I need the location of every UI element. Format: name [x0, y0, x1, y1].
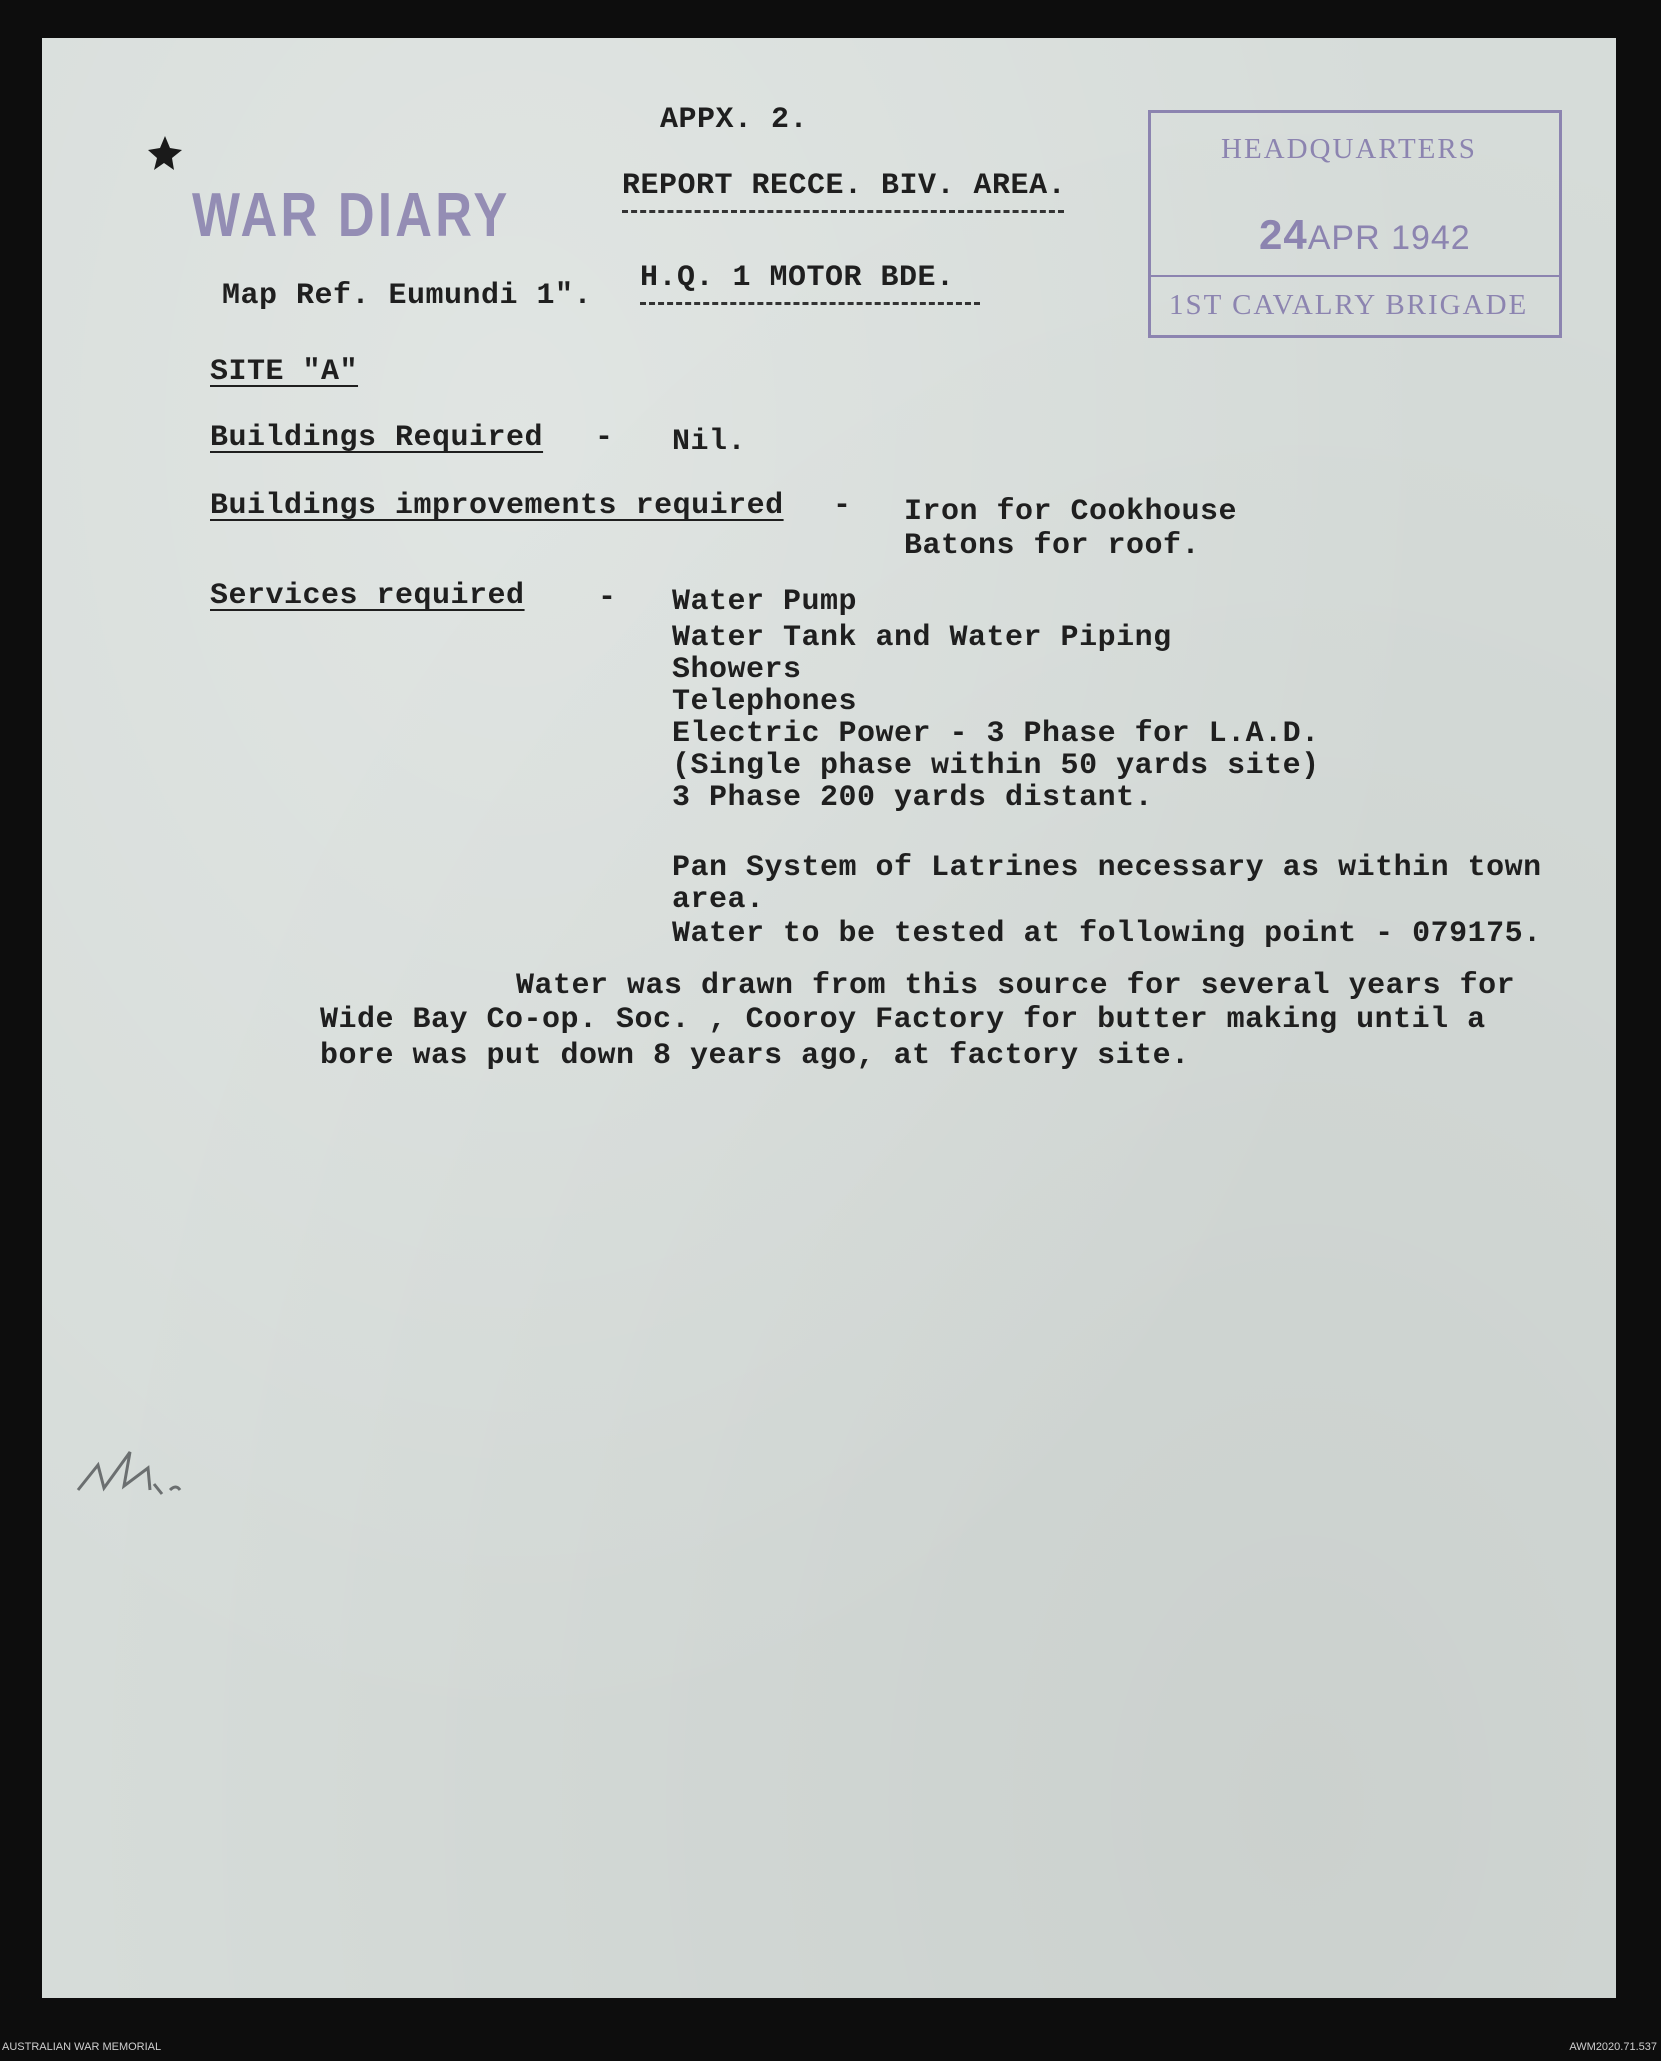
site-heading: SITE "A": [210, 355, 359, 389]
services-label: Services required: [210, 579, 525, 613]
stamp-date: [1259, 211, 1471, 259]
stamp-divider: [1151, 275, 1559, 277]
handwritten-initials-signature: [70, 1440, 210, 1510]
service-item: (Single phase within 50 yards site): [672, 749, 1320, 783]
note-line: Pan System of Latrines necessary as within town: [672, 851, 1542, 885]
improvement-item: Iron for Cookhouse: [904, 495, 1238, 529]
stamp-brigade: 1ST CAVALRY BRIGADE: [1169, 289, 1529, 321]
stamp-day: 24: [1259, 211, 1308, 258]
buildings-required-value: Nil.: [672, 425, 747, 459]
paragraph-line: Water was drawn from this source for several years for: [516, 969, 1516, 1003]
report-title: REPORT RECCE. BIV. AREA.: [622, 169, 1067, 203]
service-item: 3 Phase 200 yards distant.: [672, 781, 1154, 815]
dash: -: [595, 421, 614, 455]
paragraph-line: Wide Bay Co-op. Soc. , Cooroy Factory for butter making until a: [320, 1003, 1486, 1037]
paragraph-line: bore was put down 8 years ago, at factory site.: [320, 1039, 1190, 1073]
ink-blot-mark: [140, 128, 190, 178]
improvement-item: Batons for roof.: [904, 529, 1201, 563]
note-line: Water to be tested at following point - 079175.: [672, 917, 1542, 951]
service-item: Telephones: [672, 685, 858, 719]
improvements-label: Buildings improvements required: [210, 489, 784, 523]
unit-name-rule: [640, 302, 980, 305]
map-reference: Map Ref. Eumundi 1".: [222, 279, 593, 313]
appendix-number: APPX. 2.: [660, 103, 809, 137]
war-diary-stamp: WAR DIARY: [192, 181, 511, 250]
service-item: Water Tank and Water Piping: [672, 621, 1172, 655]
headquarters-date-stamp: [1148, 110, 1562, 338]
service-item: Water Pump: [672, 585, 858, 619]
stamp-headquarters: HEADQUARTERS: [1221, 133, 1477, 165]
dash: -: [833, 489, 852, 523]
unit-name: H.Q. 1 MOTOR BDE.: [640, 261, 955, 295]
service-item: Electric Power - 3 Phase for L.A.D.: [672, 717, 1320, 751]
note-line: area.: [672, 883, 765, 917]
service-item: Showers: [672, 653, 802, 687]
footer-accession-number: AWM2020.71.537: [1569, 2041, 1657, 2053]
footer-institution: AUSTRALIAN WAR MEMORIAL: [2, 2041, 162, 2053]
dash: -: [598, 581, 617, 615]
buildings-required-label: Buildings Required: [210, 421, 544, 455]
report-title-rule: [622, 210, 1064, 213]
stamp-month-year: APR 1942: [1307, 219, 1471, 257]
